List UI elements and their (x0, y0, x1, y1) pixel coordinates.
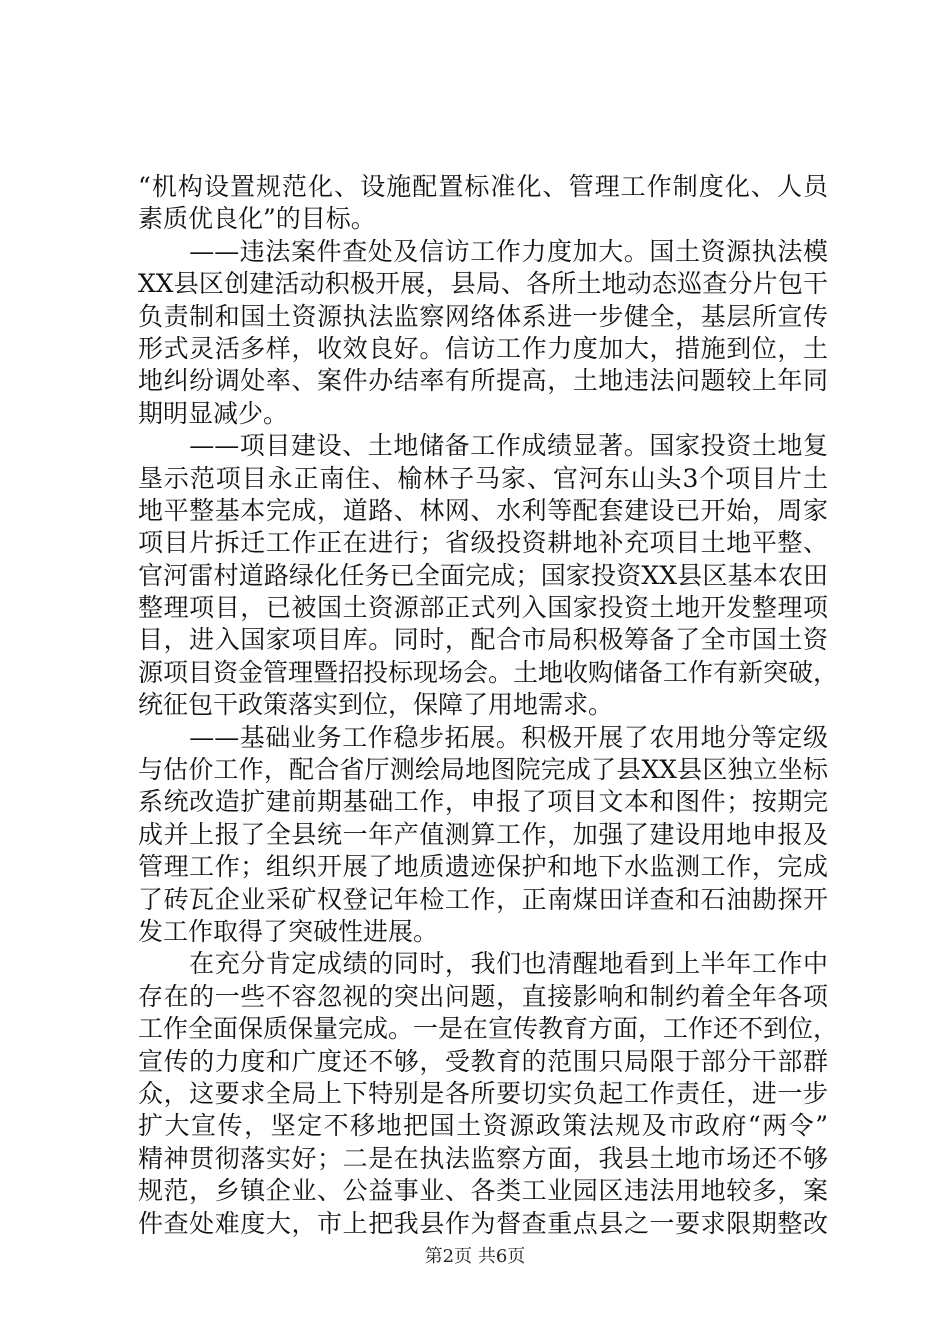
text-line: “机构设置规范化、设施配置标准化、管理工作制度化、人员 (138, 172, 828, 201)
text-line: ——违法案件查处及信访工作力度加大。国土资源执法模 (138, 236, 828, 266)
text-line: 期明显减少。 (138, 398, 289, 428)
text-line: ——项目建设、土地储备工作成绩显著。国家投资土地复 (138, 431, 828, 461)
text-line: 件查处难度大，市上把我县作为督查重点县之一要求限期整改 (138, 1208, 828, 1238)
document-body (138, 171, 839, 1240)
text-line: 工作全面保质保量完成。一是在宣传教育方面，工作还不到位， (138, 1014, 839, 1044)
text-line: 规范，乡镇企业、公益事业、各类工业园区违法用地较多，案 (138, 1176, 828, 1206)
text-line: ——基础业务工作稳步拓展。积极开展了农用地分等定级 (138, 722, 828, 752)
text-line: 在充分肯定成绩的同时，我们也清醒地看到上半年工作中 (138, 949, 828, 979)
text-line: 宣传的力度和广度还不够，受教育的范围只局限于部分干部群 (138, 1046, 828, 1076)
text-line: 目，进入国家项目库。同时，配合市局积极筹备了全市国土资 (138, 625, 828, 655)
text-line: 与估价工作，配合省厅测绘局地图院完成了县XX县区独立坐标 (138, 755, 828, 785)
text-line: 项目片拆迁工作正在进行；省级投资耕地补充项目土地平整、 (138, 528, 828, 558)
text-line: 众，这要求全局上下特别是各所要切实负起工作责任，进一步 (138, 1078, 828, 1108)
text-line: 负责制和国土资源执法监察网络体系进一步健全，基层所宣传 (138, 301, 828, 331)
text-line: 垦示范项目永正南住、榆林子马家、官河东山头3个项目片土 (138, 463, 828, 493)
text-line: 统征包干政策落实到位，保障了用地需求。 (138, 690, 614, 720)
text-line: 官河雷村道路绿化任务已全面完成；国家投资XX县区基本农田 (138, 560, 828, 590)
text-line: 管理工作；组织开展了地质遗迹保护和地下水监测工作，完成 (138, 852, 828, 882)
text-line: 整理项目，已被国土资源部正式列入国家投资土地开发整理项 (138, 593, 828, 623)
text-line: 源项目资金管理暨招投标现场会。土地收购储备工作有新突破， (138, 657, 839, 687)
text-line: 精神贯彻落实好；二是在执法监察方面，我县土地市场还不够 (138, 1143, 828, 1173)
text-line: 地平整基本完成，道路、林网、水利等配套建设已开始，周家 (138, 495, 828, 525)
text-line: 系统改造扩建前期基础工作，申报了项目文本和图件；按期完 (138, 787, 828, 817)
text-line: 存在的一些不容忽视的突出问题，直接影响和制约着全年各项 (138, 981, 828, 1011)
text-line: 形式灵活多样，收效良好。信访工作力度加大，措施到位，土 (138, 333, 828, 363)
page-footer: 第2页 共6页 (424, 1246, 526, 1267)
text-line: 成并上报了全县统一年产值测算工作，加强了建设用地申报及 (138, 819, 828, 849)
text-line: 发工作取得了突破性进展。 (138, 916, 439, 946)
text-line: XX县区创建活动积极开展，县局、各所土地动态巡查分片包干 (138, 269, 828, 299)
text-line: 素质优良化”的目标。 (138, 204, 376, 234)
text-line: 了砖瓦企业采矿权登记年检工作，正南煤田详查和石油勘探开 (138, 884, 828, 914)
text-line: 地纠纷调处率、案件办结率有所提高，土地违法问题较上年同 (138, 366, 828, 396)
text-line: 扩大宣传，坚定不移地把国土资源政策法规及市政府“两令” (138, 1111, 828, 1141)
